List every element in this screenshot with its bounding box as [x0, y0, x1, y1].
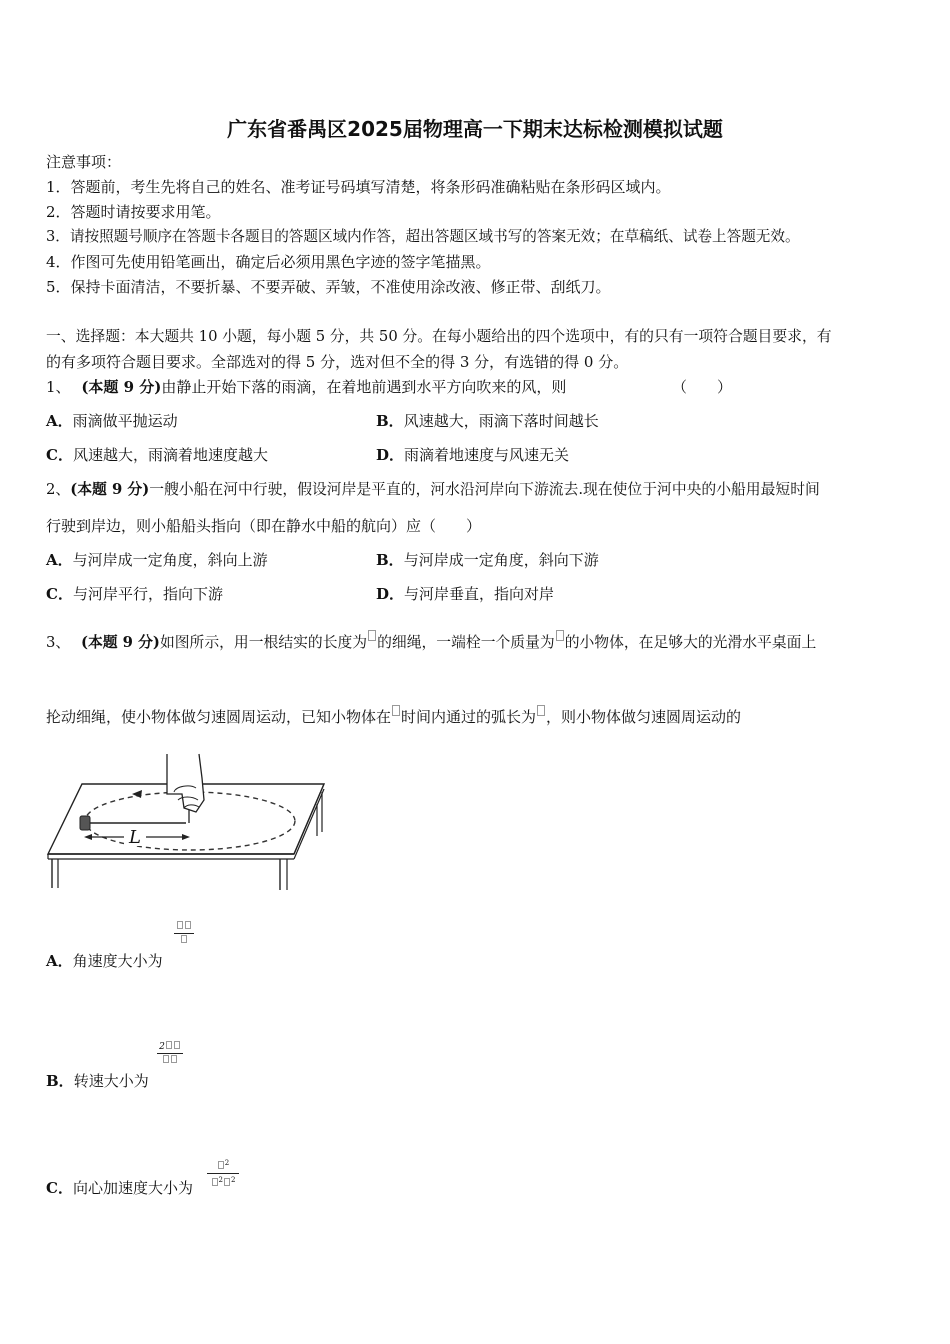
notice-heading: 注意事项： [46, 153, 122, 171]
option-b: B．风速越大，雨滴下落时间越长 [376, 412, 599, 430]
question-number: 3、 [46, 634, 71, 651]
missing-symbol-placeholder [392, 705, 400, 716]
option-b: B．转速大小为 [46, 1072, 149, 1090]
notice-item: 3．请按照题号顺序在答题卡各题目的答题区域内作答，超出答题区域书写的答案无效；在草稿纸、试卷上答题无效。 [46, 228, 800, 245]
formula-a [174, 921, 194, 946]
question-2-stem-line2: 行驶到岸边，则小船船头指向（即在静水中船的航向）应（ ） [46, 517, 482, 535]
circular-motion-figure [44, 752, 336, 892]
formula-b: 2 [157, 1041, 183, 1066]
question-2-stem-line1 [46, 480, 820, 500]
option-d: D．与河岸垂直，指向对岸 [376, 585, 555, 603]
small-object [80, 816, 90, 830]
question-3-stem-line1: 3、 (本题 9 分)如图所示，用一根结实的长度为 的细绳，一端栓一个质量为 的小物体，在足够大的光滑水平桌面上 [46, 630, 816, 653]
option-b: B．与河岸成一定角度，斜向下游 [376, 551, 599, 569]
missing-symbol-placeholder [556, 630, 564, 641]
length-label: L [129, 827, 141, 848]
page-title: 广东省番禺区2025届物理高一下期末达标检测模拟试题 [227, 117, 723, 141]
question-text: 由静止开始下落的雨滴，在着地前遇到水平方向吹来的风，则 [161, 378, 567, 396]
option-c: C．风速越大，雨滴着地速度越大 [46, 446, 268, 464]
missing-symbol-placeholder [537, 705, 545, 716]
section-intro-line2: 的有多项符合题目要求。全部选对的得 5 分，选对但不全的得 3 分，有选错的得 0 分。 [46, 353, 629, 371]
question-score: (本题 9 分) [70, 481, 150, 498]
question-1-stem [46, 377, 566, 397]
option-a: A．与河岸成一定角度，斜向上游 [46, 551, 268, 569]
question-text: 一艘小船在河中行驶，假设河岸是平直的，河水沿河岸向下游流去.现在使位于河中央的小船用最短时间 [149, 481, 820, 498]
notice-item: 2．答题时请按要求用笔。 [46, 203, 221, 221]
question-number: 2、 [46, 481, 71, 498]
option-d: D．雨滴着地速度与风速无关 [376, 446, 570, 464]
question-score: (本题 9 分) [80, 634, 160, 651]
option-c: C．向心加速度大小为 [46, 1179, 193, 1197]
notice-item: 5．保持卡面清洁，不要折暴、不要弄破、弄皱，不准使用涂改液、修正带、刮纸刀。 [46, 278, 611, 296]
option-a: A．雨滴做平抛运动 [46, 412, 178, 430]
question-3-stem-line2: 抡动细绳，使小物体做匀速圆周运动，已知小物体在 时间内通过的弧长为 ，则小物体做匀速圆周运动的 [46, 705, 741, 727]
option-a: A．角速度大小为 [46, 952, 163, 970]
notice-item: 4．作图可先使用铅笔画出，确定后必须用黑色字迹的签字笔描黑。 [46, 253, 491, 271]
question-number: 1、 [46, 378, 71, 396]
section-intro-line1: 一、选择题：本大题共 10 小题，每小题 5 分，共 50 分。在每小题给出的四个选项中，有的只有一项符合题目要求，有 [46, 328, 832, 345]
question-score: (本题 9 分) [81, 378, 162, 396]
option-c: C．与河岸平行，指向下游 [46, 585, 223, 603]
answer-paren: （ ） [672, 378, 733, 396]
missing-symbol-placeholder [368, 630, 376, 641]
notice-item: 1．答题前，考生先将自己的姓名、准考证号码填写清楚，将条形码准确粘贴在条形码区域内。 [46, 178, 671, 196]
formula-c: $^2$ $^2$ $^2$ [207, 1158, 239, 1189]
